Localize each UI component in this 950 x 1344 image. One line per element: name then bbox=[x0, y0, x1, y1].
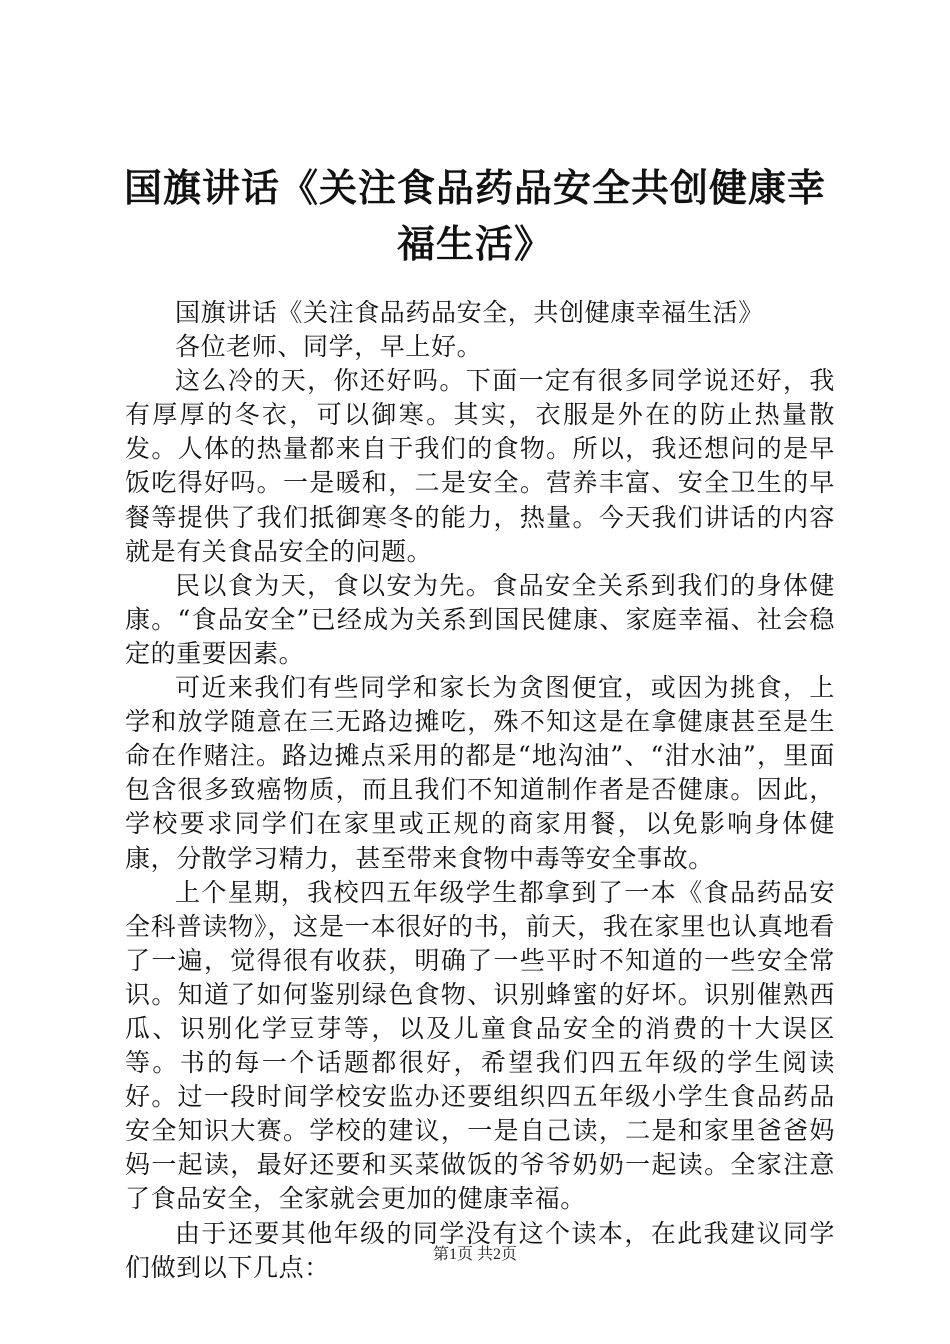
paragraph-food-safety: 民以食为天，食以安为先。食品安全关系到我们的身体健康。“食品安全”已经成为关系到国民健康、家庭幸福、社会稳定的重要因素。 bbox=[125, 570, 835, 668]
paragraph-street-food: 可近来我们有些同学和家长为贪图便宜，或因为挑食，上学和放学随意在三无路边摊吃，殊不知这是在拿健康甚至是生命在作赌注。路边摊点采用的都是“地沟油”、“泔水油”，里面包含很多致癌物质，而且我们不知道制作者是否健康。因此，学校要求同学们在家里或正规的商家用餐，以免影响身体健康，分散学习精力，甚至带来食物中毒等安全事故。 bbox=[125, 673, 835, 873]
paragraph-cold-weather: 这么冷的天，你还好吗。下面一定有很多同学说还好，我有厚厚的冬衣，可以御寒。其实，衣服是外在的防止热量散发。人体的热量都来自于我们的食物。所以，我还想问的是早饭吃得好吗。一是暖和，二是安全。营养丰富、安全卫生的早餐等提供了我们抵御寒冬的能力，热量。今天我们讲话的内容就是有关食品安全的问题。 bbox=[125, 366, 835, 566]
paragraph-reading-book: 上个星期，我校四五年级学生都拿到了一本《食品药品安全科普读物》，这是一本很好的书，前天，我在家里也认真地看了一遍，觉得很有收获，明确了一些平时不知道的一些安全常识。知道了如何鉴别绿色食物、识别蜂蜜的好坏。识别催熟西瓜、识别化学豆芽等，以及儿童食品安全的消费的十大误区等。书的每一个话题都很好，希望我们四五年级的学生阅读好。过一段时间学校安监办还要组织四五年级小学生食品药品安全知识大赛。学校的建议，一是自己读，二是和家里爸爸妈妈一起读，最好还要和买菜做饭的爷爷奶奶一起读。全家注意了食品安全，全家就会更加的健康幸福。 bbox=[125, 877, 835, 1214]
paragraph-subtitle: 国旗讲话《关注食品药品安全，共创健康幸福生活》 bbox=[175, 298, 764, 327]
paragraph-greeting: 各位老师、同学，早上好。 bbox=[175, 332, 483, 362]
paragraph-suggestions: 由于还要其他年级的同学没有这个读本，在此我建议同学们做到以下几点： bbox=[125, 1218, 835, 1282]
page-number-footer: 第1页 共2页 bbox=[432, 1246, 517, 1263]
document-title: 国旗讲话《关注食品药品安全共创健康幸福生活》 bbox=[123, 166, 826, 266]
document-body bbox=[125, 296, 835, 1285]
